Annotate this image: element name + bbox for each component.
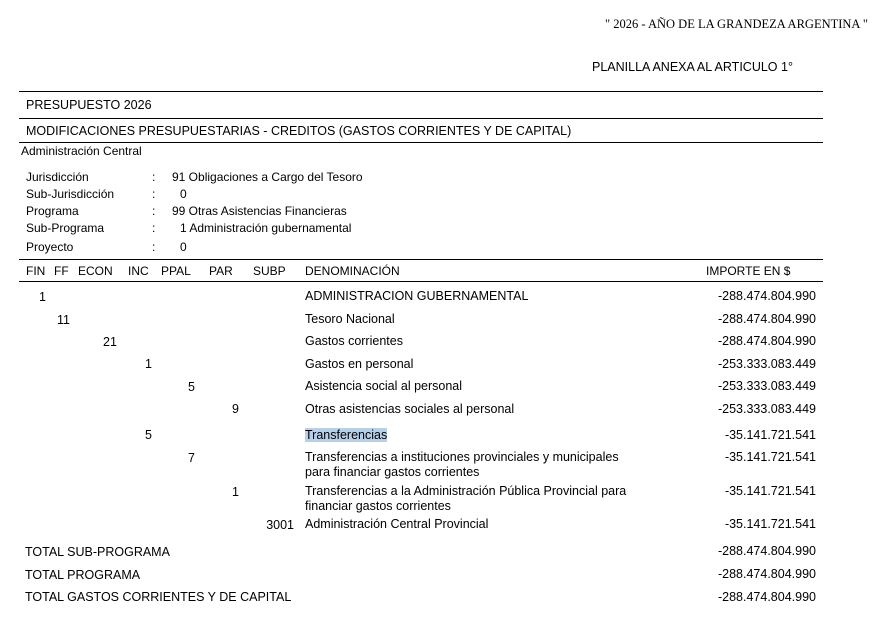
row-denominacion: ADMINISTRACION GUBERNAMENTAL bbox=[305, 289, 529, 303]
info-label-proyecto: Proyecto bbox=[26, 240, 74, 254]
col-par: PAR bbox=[209, 264, 233, 278]
total-programa-amount: -288.474.804.990 bbox=[717, 567, 816, 581]
row-amount: -288.474.804.990 bbox=[717, 289, 816, 303]
modificaciones-title: MODIFICACIONES PRESUPUESTARIAS - CREDITOS (GASTOS CORRIENTES Y DE CAPITAL) bbox=[26, 124, 572, 138]
row-code-inc: 1 bbox=[145, 357, 152, 371]
row-code-ppal: 7 bbox=[188, 451, 195, 465]
info-label-subprograma: Sub-Programa bbox=[26, 221, 105, 235]
row-amount: -288.474.804.990 bbox=[717, 334, 816, 348]
col-econ: ECON bbox=[78, 264, 113, 278]
presupuesto-title: PRESUPUESTO 2026 bbox=[26, 98, 152, 112]
rule-columns-bottom bbox=[19, 281, 823, 282]
row-amount: -253.333.083.449 bbox=[717, 357, 816, 371]
info-sep: : bbox=[152, 187, 156, 201]
info-label-subjurisdiccion: Sub-Jurisdicción bbox=[26, 187, 115, 201]
col-subp: SUBP bbox=[253, 264, 286, 278]
row-amount: -35.141.721.541 bbox=[724, 517, 816, 531]
col-denominacion: DENOMINACIÓN bbox=[305, 264, 400, 278]
info-value-jurisdiccion: 91 Obligaciones a Cargo del Tesoro bbox=[172, 170, 363, 184]
col-importe: IMPORTE EN $ bbox=[706, 264, 791, 278]
row-denominacion-line2: para financiar gastos corrientes bbox=[305, 465, 480, 479]
rule-modificaciones bbox=[19, 142, 823, 143]
row-code-ppal: 5 bbox=[188, 380, 195, 394]
rule-presupuesto bbox=[19, 118, 823, 119]
row-amount: -253.333.083.449 bbox=[717, 402, 816, 416]
row-denominacion: Administración Central Provincial bbox=[305, 517, 489, 531]
col-ppal: PPAL bbox=[161, 264, 191, 278]
row-code-par: 1 bbox=[232, 485, 239, 499]
row-denominacion: Otras asistencias sociales al personal bbox=[305, 402, 515, 416]
selected-text-highlight[interactable]: Transferencias bbox=[305, 428, 388, 442]
info-sep: : bbox=[152, 240, 156, 254]
total-subprograma-label: TOTAL SUB-PROGRAMA bbox=[25, 545, 170, 559]
row-denominacion bbox=[305, 450, 619, 480]
rule-top bbox=[19, 91, 823, 92]
row-denominacion bbox=[305, 484, 626, 514]
row-denominacion: Tesoro Nacional bbox=[305, 312, 395, 326]
info-sep: : bbox=[152, 221, 156, 235]
col-ff: FF bbox=[54, 264, 69, 278]
planilla-title: PLANILLA ANEXA AL ARTICULO 1° bbox=[592, 60, 793, 74]
row-amount: -35.141.721.541 bbox=[724, 428, 816, 442]
row-amount: -35.141.721.541 bbox=[724, 484, 816, 498]
row-code-inc: 5 bbox=[145, 428, 152, 442]
info-sep: : bbox=[152, 204, 156, 218]
row-amount: -288.474.804.990 bbox=[717, 312, 816, 326]
info-value-proyecto: 0 bbox=[180, 240, 187, 254]
info-value-subjurisdiccion: 0 bbox=[180, 187, 187, 201]
rule-columns-top bbox=[19, 259, 823, 260]
row-code-fin: 1 bbox=[39, 290, 46, 304]
col-inc: INC bbox=[128, 264, 149, 278]
row-amount: -35.141.721.541 bbox=[724, 450, 816, 464]
total-programa-label: TOTAL PROGRAMA bbox=[25, 568, 141, 582]
row-code-subp: 3001 bbox=[266, 518, 294, 532]
row-denominacion: Gastos corrientes bbox=[305, 334, 403, 348]
row-denominacion-line2: financiar gastos corrientes bbox=[305, 499, 451, 513]
administracion-label: Administración Central bbox=[21, 144, 142, 158]
row-denominacion: Asistencia social al personal bbox=[305, 379, 463, 393]
info-value-subprograma: 1 Administración gubernamental bbox=[180, 221, 352, 235]
document-motto: " 2026 - AÑO DE LA GRANDEZA ARGENTINA " bbox=[605, 17, 868, 31]
row-code-econ: 21 bbox=[103, 335, 117, 349]
total-subprograma-amount: -288.474.804.990 bbox=[717, 544, 816, 558]
info-label-jurisdiccion: Jurisdicción bbox=[26, 170, 89, 184]
row-denominacion-line1: Transferencias a la Administración Pública Provincial para bbox=[305, 484, 627, 498]
total-gastos-label: TOTAL GASTOS CORRIENTES Y DE CAPITAL bbox=[25, 590, 292, 604]
row-amount: -253.333.083.449 bbox=[717, 379, 816, 393]
info-sep: : bbox=[152, 170, 156, 184]
info-value-programa: 99 Otras Asistencias Financieras bbox=[172, 204, 347, 218]
total-gastos-amount: -288.474.804.990 bbox=[717, 590, 816, 604]
row-code-par: 9 bbox=[232, 402, 239, 416]
row-code-ff: 11 bbox=[57, 313, 70, 327]
row-denominacion: Gastos en personal bbox=[305, 357, 414, 371]
row-denominacion bbox=[305, 428, 387, 443]
col-fin: FIN bbox=[26, 264, 46, 278]
row-denominacion-line1: Transferencias a instituciones provinciales y municipales bbox=[305, 450, 619, 464]
info-label-programa: Programa bbox=[26, 204, 79, 218]
